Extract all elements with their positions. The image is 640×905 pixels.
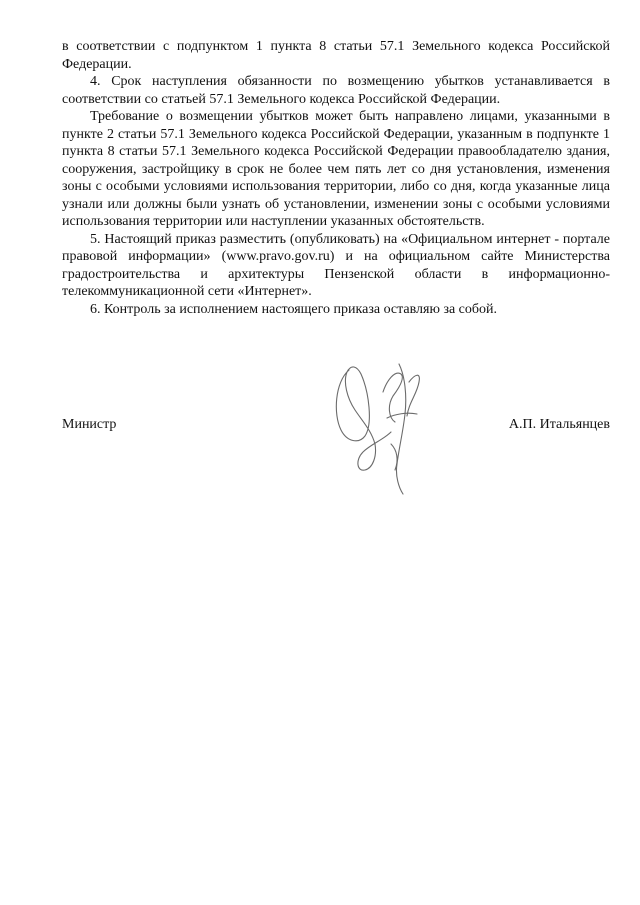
signer-name: А.П. Итальянцев [508,417,610,432]
paragraph-6: 6. Контроль за исполнением настоящего приказа оставляю за собой. [90,301,498,317]
signer-position: Министр [62,417,117,432]
document-body [62,38,610,318]
paragraph-continuation: в соответствии с подпунктом 1 пункта 8 статьи 57.1 Земельного кодекса Российской Федерации. [62,39,610,72]
paragraph-5: 5. Настоящий приказ разместить (опубликовать) на «Официальном интернет - портале правовой информации» (www.pravo.gov.ru) и на официальном сайте Министерства градостроительства и архитектуры Пензенской области в информационно-телекоммуникационной сети «Интернет». [62,231,610,299]
signature-block [62,416,610,436]
paragraph-4: 4. Срок наступления обязанности по возмещению убытков устанавливается в соответствии со статьей 57.1 Земельного кодекса Российской Федерации. [62,74,610,107]
paragraph-claim: Требование о возмещении убытков может быть направлено лицами, указанными в пункте 2 статьи 57.1 Земельного кодекса Российской Федерации, указанным в подпункте 1 пункта 8 статьи 57.1 Земельного кодекса Российской Федерации правообладателю здания, сооружения, застройщику в срок не более чем пять лет со дня установления, изменения зоны с особыми условиями использования территории, либо со дня, когда указанные лица узнали или должны были узнать об установлении, изменении зоны с особыми условиями использования территории или наступлении указанных обстоятельств. [62,109,610,229]
